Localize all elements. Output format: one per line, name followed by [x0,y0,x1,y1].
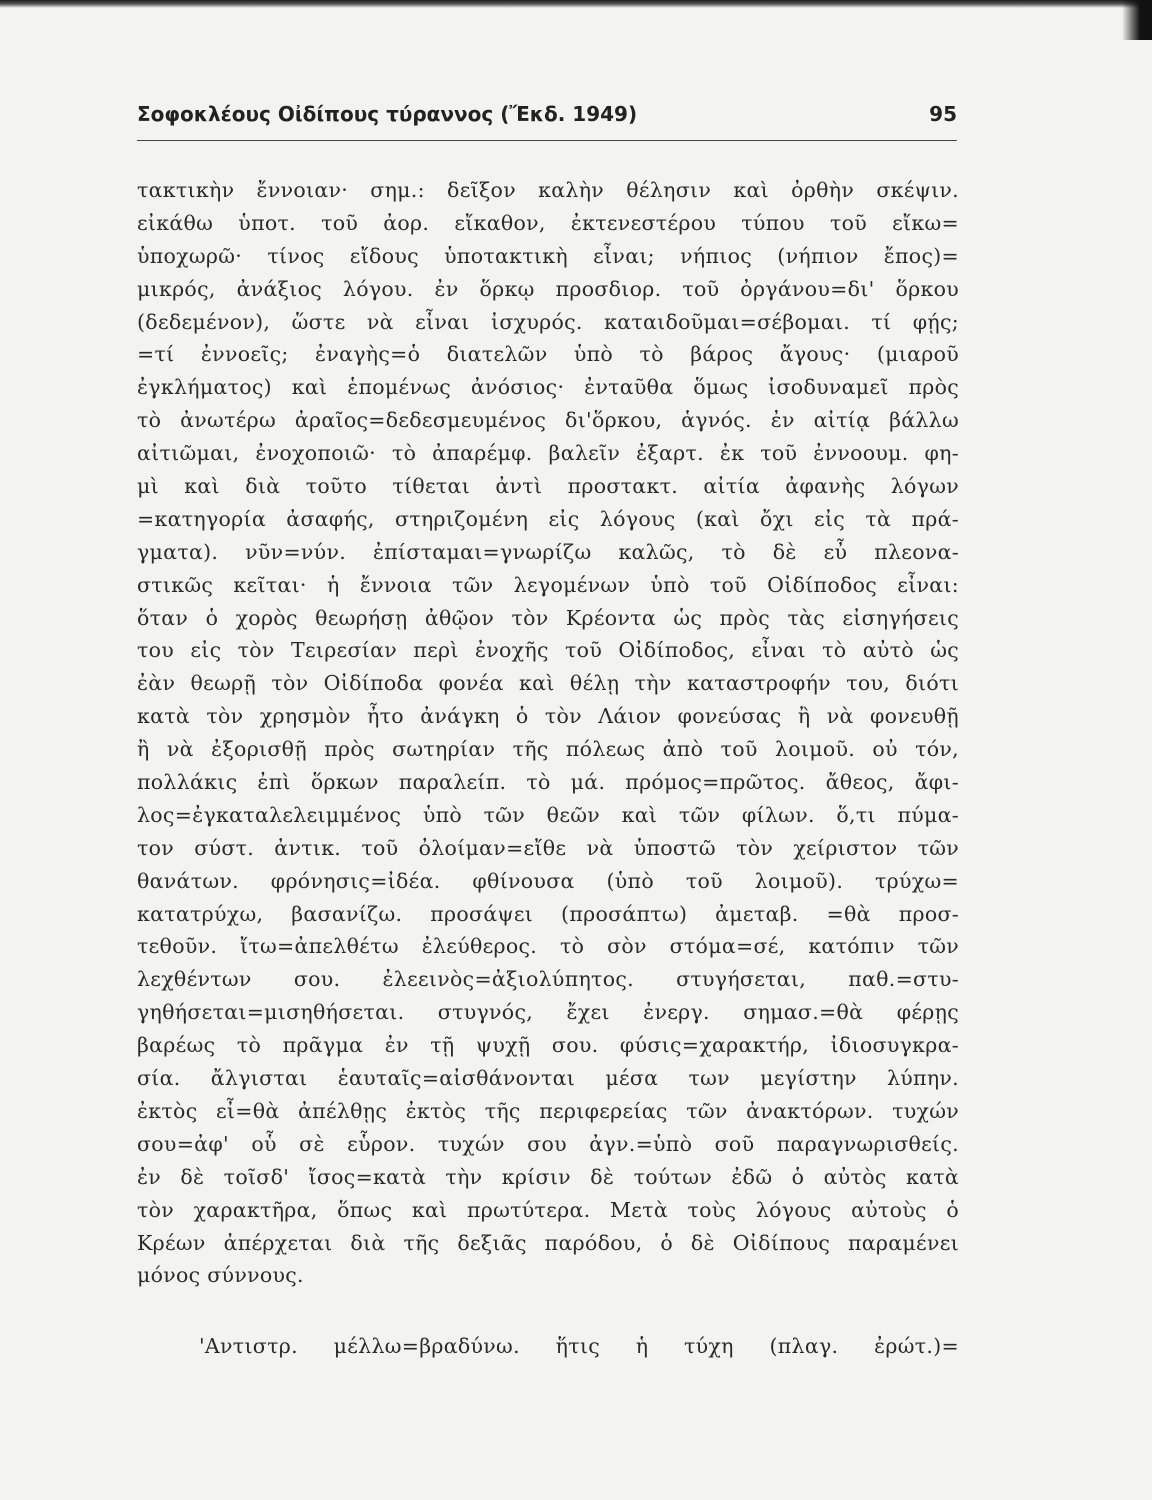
text-line: μὶ καὶ διὰ τοῦτο τίθεται ἀντὶ προστακτ. αἰτία ἀφανὴς λόγων [137,474,959,499]
text-line: τακτικὴν ἔννοιαν· σημ.: δεῖξον καλὴν θέλησιν καὶ ὀρθὴν σκέψιν. [137,178,959,202]
text-line: γματα). νῦν=νύν. ἐπίσταμαι=γνωρίζω καλῶς, τὸ δὲ εὖ πλεονα- [137,539,959,564]
page-number: 95 [929,102,957,126]
paragraph-gap [137,1292,959,1330]
text-line: του εἰς τὸν Τειρεσίαν περὶ ἐνοχῆς τοῦ Οἰδίποδος, εἶναι τὸ αὐτὸ ὡς [137,638,959,663]
text-line: =κατηγορία ἀσαφής, στηριζομένη εἰς λόγους (καὶ ὄχι εἰς τὰ πρά- [137,506,959,531]
text-line: ἐν δὲ τοῖσδ' ἴσος=κατὰ τὴν κρίσιν δὲ τούτων ἐδῶ ὁ αὐτὸς κατὰ [137,1164,959,1189]
text-line: μικρός, ἀνάξιος λόγου. ἐν ὅρκῳ προσδιορ. τοῦ ὀργάνου=δι' ὅρκου [137,276,959,301]
commentary-text [137,174,959,1363]
running-title: Σοφοκλέους Οἰδίπους τύραννος (Ἔκδ. 1949) [137,102,638,126]
text-line: τὸν χαρακτῆρα, ὅπως καὶ πρωτύτερα. Μετὰ τοὺς λόγους αὐτοὺς ὁ [137,1197,959,1222]
text-line: λεχθέντων σου. ἐλεεινὸς=ἀξιολύπητος. στυγήσεται, παθ.=στυ- [137,967,959,992]
text-line: αἰτιῶμαι, ἐνοχοποιῶ· τὸ ἀπαρέμφ. βαλεῖν ἐξαρτ. ἐκ τοῦ ἐννοουμ. φη- [137,441,959,466]
text-line: γηθήσεται=μισηθήσεται. στυγνός, ἔχει ἐνεργ. σημασ.=θὰ φέρῃς [137,1000,959,1025]
text-line: ἐγκλήματος) καὶ ἑπομένως ἀνόσιος· ἐνταῦθα ὅμως ἰσοδυναμεῖ πρὸς [137,375,959,400]
text-line: τον σύστ. ἀντικ. τοῦ ὀλοίμαν=εἴθε νὰ ὑποστῶ τὸν χείριστον τῶν [137,835,959,860]
page-scan-edge [0,0,1152,8]
text-line: ἢ νὰ ἐξορισθῇ πρὸς σωτηρίαν τῆς πόλεως ἀπὸ τοῦ λοιμοῦ. οὐ τόν, [137,737,959,762]
text-line: μόνος σύννους. [137,1263,304,1288]
text-line: ὑποχωρῶ· τίνος εἴδους ὑποτακτικὴ εἶναι; νήπιος (νήπιον ἔπος)= [137,243,959,268]
text-line: εἰκάθω ὑποτ. τοῦ ἀορ. εἴκαθον, ἐκτενεστέρου τύπου τοῦ εἴκω= [137,210,959,235]
text-line: βαρέως τὸ πρᾶγμα ἐν τῇ ψυχῇ σου. φύσις=χαρακτήρ, ἰδιοσυγκρα- [137,1033,959,1058]
text-line: Κρέων ἀπέρχεται διὰ τῆς δεξιᾶς παρόδου, ὁ δὲ Οἰδίπους παραμένει [137,1230,959,1255]
text-line: =τί ἐννοεῖς; ἐναγὴς=ὁ διατελῶν ὑπὸ τὸ βάρος ἄγους· (μιαροῦ [137,342,959,367]
text-line: θανάτων. φρόνησις=ἰδέα. φθίνουσα (ὑπὸ τοῦ λοιμοῦ). τρύχω= [137,868,959,893]
antistrophe-line: 'Αντιστρ. μέλλω=βραδύνω. ἥτις ἡ τύχη (πλαγ. ἐρώτ.)= [199,1334,959,1359]
text-line: λος=ἐγκαταλελειμμένος ὑπὸ τῶν θεῶν καὶ τῶν φίλων. ὅ,τι πύμα- [137,802,959,827]
text-line: σία. ἄλγισται ἑαυταῖς=αἰσθάνονται μέσα των μεγίστην λύπην. [137,1066,959,1091]
text-line: κατὰ τὸν χρησμὸν ἦτο ἀνάγκη ὁ τὸν Λάιον φονεύσας ἢ νὰ φονευθῇ [137,704,959,729]
text-line: τεθοῦν. ἴτω=ἀπελθέτω ἐλεύθερος. τὸ σὸν στόμα=σέ, κατόπιν τῶν [137,934,959,959]
text-line: στικῶς κεῖται· ἡ ἔννοια τῶν λεγομένων ὑπὸ τοῦ Οἰδίποδος εἶναι: [137,572,959,597]
page-scan-corner [1122,0,1152,40]
text-line: ἐὰν θεωρῇ τὸν Οἰδίποδα φονέα καὶ θέλῃ τὴν καταστροφήν του, διότι [137,671,959,696]
page-header [137,100,957,141]
text-line: τὸ ἀνωτέρω ἀραῖος=δεδεσμευμένος δι'ὅρκου, ἁγνός. ἐν αἰτίᾳ βάλλω [137,408,959,433]
text-line: κατατρύχω, βασανίζω. προσάψει (προσάπτω) ἀμεταβ. =θὰ προσ- [137,901,959,926]
text-line: πολλάκις ἐπὶ ὅρκων παραλείπ. τὸ μά. πρόμος=πρῶτος. ἄθεος, ἄφι- [137,770,959,795]
text-line: ἐκτὸς εἶ=θὰ ἀπέλθῃς ἐκτὸς τῆς περιφερείας τῶν ἀνακτόρων. τυχών [137,1098,959,1123]
text-line: ὅταν ὁ χορὸς θεωρήσῃ ἀθῷον τὸν Κρέοντα ὡς πρὸς τὰς εἰσηγήσεις [137,605,959,630]
text-line: σου=ἀφ' οὗ σὲ εὗρον. τυχών σου ἀγν.=ὑπὸ σοῦ παραγνωρισθείς. [137,1131,959,1156]
text-line: (δεδεμένον), ὥστε νὰ εἶναι ἰσχυρός. καταιδοῦμαι=σέβομαι. τί φῄς; [137,309,959,334]
